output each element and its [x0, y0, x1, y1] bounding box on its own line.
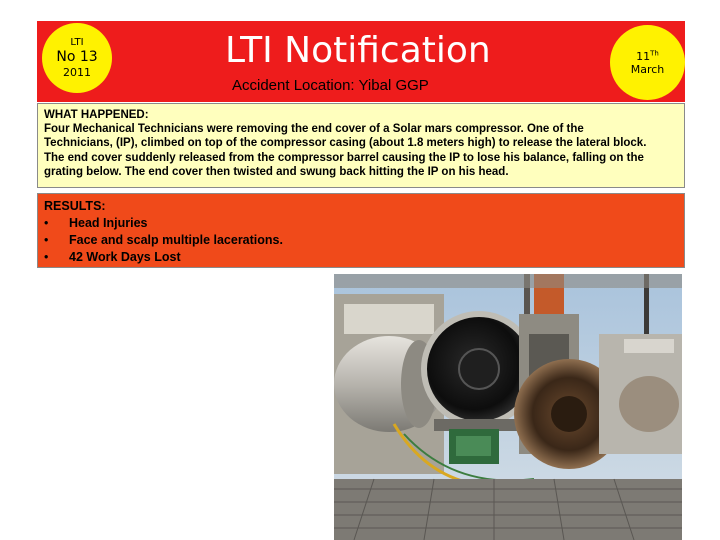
- bullet-icon: •: [44, 233, 49, 247]
- lti-number-badge: [42, 23, 112, 93]
- result-text: Face and scalp multiple lacerations.: [69, 233, 283, 247]
- badge-label: LTI: [70, 36, 84, 48]
- date-day-line: [636, 50, 659, 63]
- what-happened-line: grating below. The end cover then twisted and swung back hitting the IP on his head.: [44, 165, 509, 178]
- page-title: LTI Notification: [225, 30, 491, 71]
- accident-location: Accident Location: Yibal GGP: [232, 77, 429, 94]
- bullet-icon: •: [44, 250, 49, 264]
- date-badge: [610, 25, 685, 100]
- result-item: [44, 232, 678, 249]
- badge-number: No 13: [56, 48, 98, 65]
- result-item: [44, 215, 678, 232]
- results-section: [37, 193, 685, 268]
- bullet-icon: •: [44, 216, 49, 230]
- badge-year: 2011: [63, 65, 91, 79]
- what-happened-line: Four Mechanical Technicians were removing the end cover of a Solar mars compressor. One of the: [44, 123, 584, 136]
- what-happened-heading: WHAT HAPPENED:: [44, 109, 149, 121]
- date-month: March: [630, 62, 665, 76]
- date-day-suffix: Th: [650, 48, 659, 57]
- result-item: [44, 249, 678, 266]
- what-happened-line: The end cover suddenly released from the compressor barrel causing the IP to lose his balance, falling on the: [44, 151, 644, 164]
- result-text: Head Injuries: [69, 216, 148, 230]
- result-text: 42 Work Days Lost: [69, 250, 181, 264]
- results-heading: RESULTS:: [44, 199, 106, 213]
- date-day: 11: [636, 49, 651, 63]
- what-happened-line: Technicians, (IP), climbed on top of the compressor casing (about 1.8 meters high) to release the lateral block.: [44, 137, 647, 150]
- what-happened-section: [37, 103, 685, 188]
- compressor-photo: [334, 274, 682, 540]
